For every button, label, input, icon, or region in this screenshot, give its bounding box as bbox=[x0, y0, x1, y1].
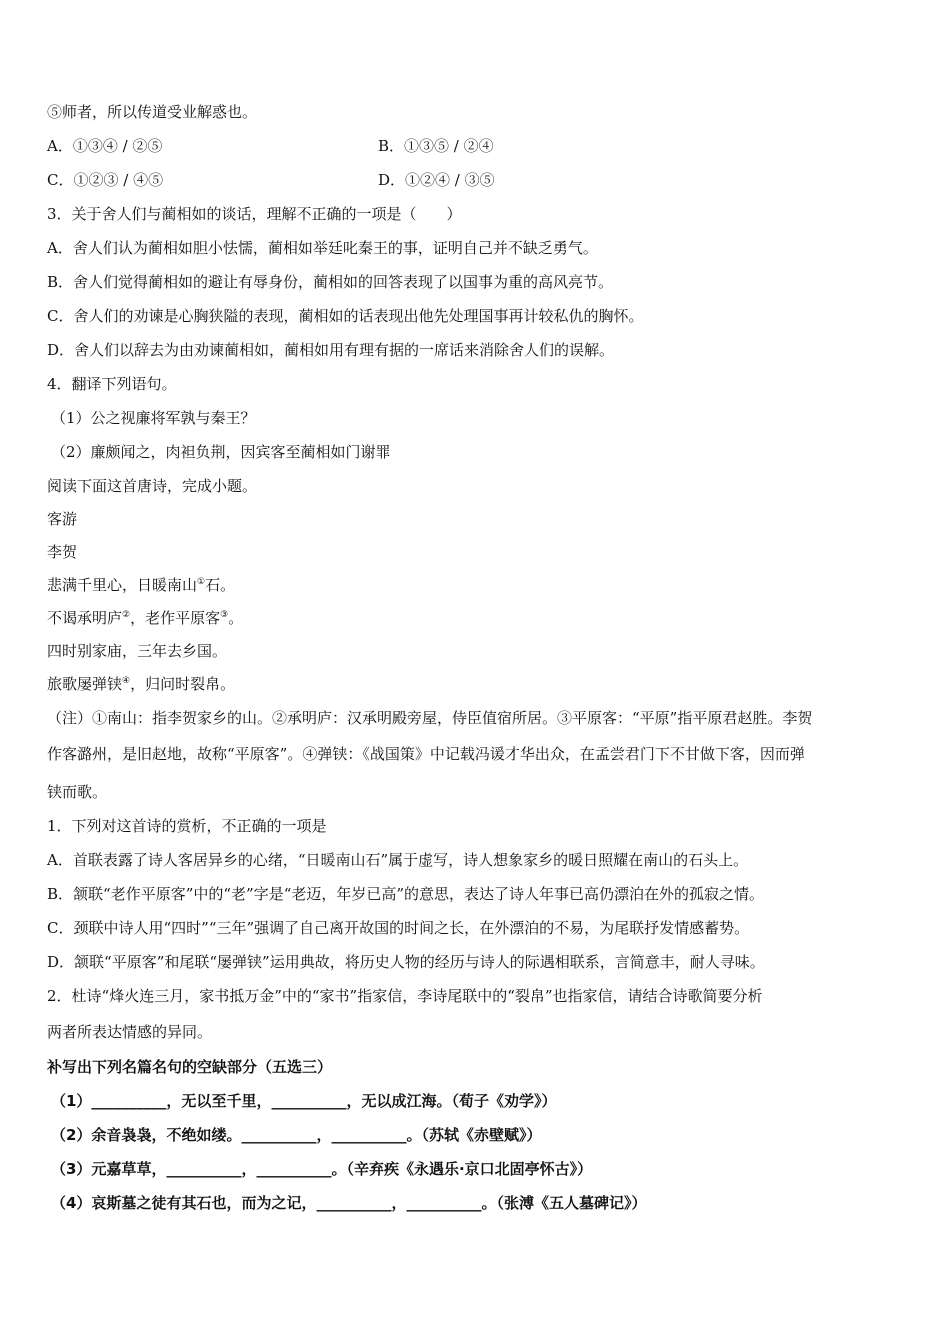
poem-line-1: 悲满千里心，日暖南山①石。 bbox=[47, 576, 236, 594]
option-d: D．①②④ / ③⑤ bbox=[378, 171, 495, 189]
q3-option-c: C．舍人们的劝谏是心胸狭隘的表现，蔺相如的话表现出他先处理国事再计较私仇的胸怀。 bbox=[47, 307, 644, 325]
q3-option-a: A．舍人们认为蔺相如胆小怯懦，蔺相如举廷叱秦王的事，证明自己并不缺乏勇气。 bbox=[47, 239, 598, 257]
footnote-mark: ③ bbox=[220, 610, 229, 620]
poem-line-3: 四时别家庙，三年去乡国。 bbox=[47, 642, 228, 660]
fill-in-item-2: （2）余音袅袅，不绝如缕。__________，__________。（苏轼《赤壁赋》） bbox=[51, 1126, 542, 1144]
sub-q1-option-b: B．颔联“老作平原客”中的“老”字是“老迈，年岁已高”的意思，表达了诗人年事已高仍漂泊在外的孤寂之情。 bbox=[47, 885, 765, 903]
poem-note-line-2: 作客潞州，是旧赵地，故称“平原客”。④弹铗：《战国策》中记载冯谖才华出众，在孟尝君门下不甘做下客，因而弹 bbox=[47, 745, 805, 763]
option-a: A．①③④ / ②⑤ bbox=[47, 137, 163, 155]
poem-intro: 阅读下面这首唐诗，完成小题。 bbox=[47, 477, 258, 495]
sub-q1-option-a: A．首联表露了诗人客居异乡的心绪，“日暖南山石”属于虚写，诗人想象家乡的暖日照耀在南山的石头上。 bbox=[47, 851, 749, 869]
sub-q1-option-c: C．颈联中诗人用“四时”“三年”强调了自己离开故国的时间之长，在外漂泊的不易，为尾联抒发情感蓄势。 bbox=[47, 919, 750, 937]
poem-note-line-1: （注）①南山：指李贺家乡的山。②承明庐：汉承明殿旁屋，侍臣值宿所居。③平原客：“平原”指平原君赵胜。李贺 bbox=[47, 709, 813, 727]
sub-q1-stem: 1．下列对这首诗的赏析，不正确的一项是 bbox=[47, 817, 327, 835]
q3-option-b: B．舍人们觉得蔺相如的避让有辱身份，蔺相如的回答表现了以国事为重的高风亮节。 bbox=[47, 273, 614, 291]
fill-in-item-3: （3）元嘉草草，__________，__________。（辛弃疾《永遇乐·京口北固亭怀古》） bbox=[51, 1160, 593, 1178]
q3-option-d: D．舍人们以辞去为由劝谏蔺相如，蔺相如用有理有据的一席话来消除舍人们的误解。 bbox=[47, 341, 615, 359]
q4-sentence-1: （1）公之视廉将军孰与秦王？ bbox=[51, 409, 256, 427]
poem-author: 李贺 bbox=[47, 543, 78, 561]
poem-line-2: 不谒承明庐②，老作平原客③。 bbox=[47, 609, 244, 627]
sub-q1-option-d: D．颔联“平原客”和尾联“屡弹铗”运用典故，将历史人物的经历与诗人的际遇相联系，言简意丰，耐人寻味。 bbox=[47, 953, 765, 971]
fill-in-item-4: （4）哀斯墓之徒有其石也，而为之记，__________，__________。（张溥《五人墓碑记》） bbox=[51, 1194, 647, 1212]
fill-in-stem: 补写出下列名篇名句的空缺部分（五选三） bbox=[47, 1058, 333, 1076]
sub-q2-line-1: 2．杜诗“烽火连三月，家书抵万金”中的“家书”指家信，李诗尾联中的“裂帛”也指家信，请结合诗歌简要分析 bbox=[47, 987, 763, 1005]
option-c: C．①②③ / ④⑤ bbox=[47, 171, 164, 189]
footnote-mark: ② bbox=[122, 610, 131, 620]
poem-line-4: 旅歌屡弹铗④，归问时裂帛。 bbox=[47, 675, 236, 693]
q3-stem: 3．关于舍人们与蔺相如的谈话，理解不正确的一项是（ ） bbox=[47, 205, 462, 223]
poem-title: 客游 bbox=[47, 510, 78, 528]
item-5: ⑤师者，所以传道受业解惑也。 bbox=[47, 103, 258, 121]
footnote-mark: ① bbox=[197, 577, 206, 587]
poem-note-line-3: 铗而歌。 bbox=[47, 783, 108, 801]
q4-stem: 4．翻译下列语句。 bbox=[47, 375, 177, 393]
q4-sentence-2: （2）廉颇闻之，肉袒负荆，因宾客至蔺相如门谢罪 bbox=[51, 443, 391, 461]
fill-in-item-1: （1）__________，无以至千里，__________，无以成江海。（荀子《劝学》） bbox=[51, 1092, 557, 1110]
option-b: B．①③⑤ / ②④ bbox=[378, 137, 494, 155]
footnote-mark: ④ bbox=[122, 676, 131, 686]
sub-q2-line-2: 两者所表达情感的异同。 bbox=[47, 1023, 213, 1041]
